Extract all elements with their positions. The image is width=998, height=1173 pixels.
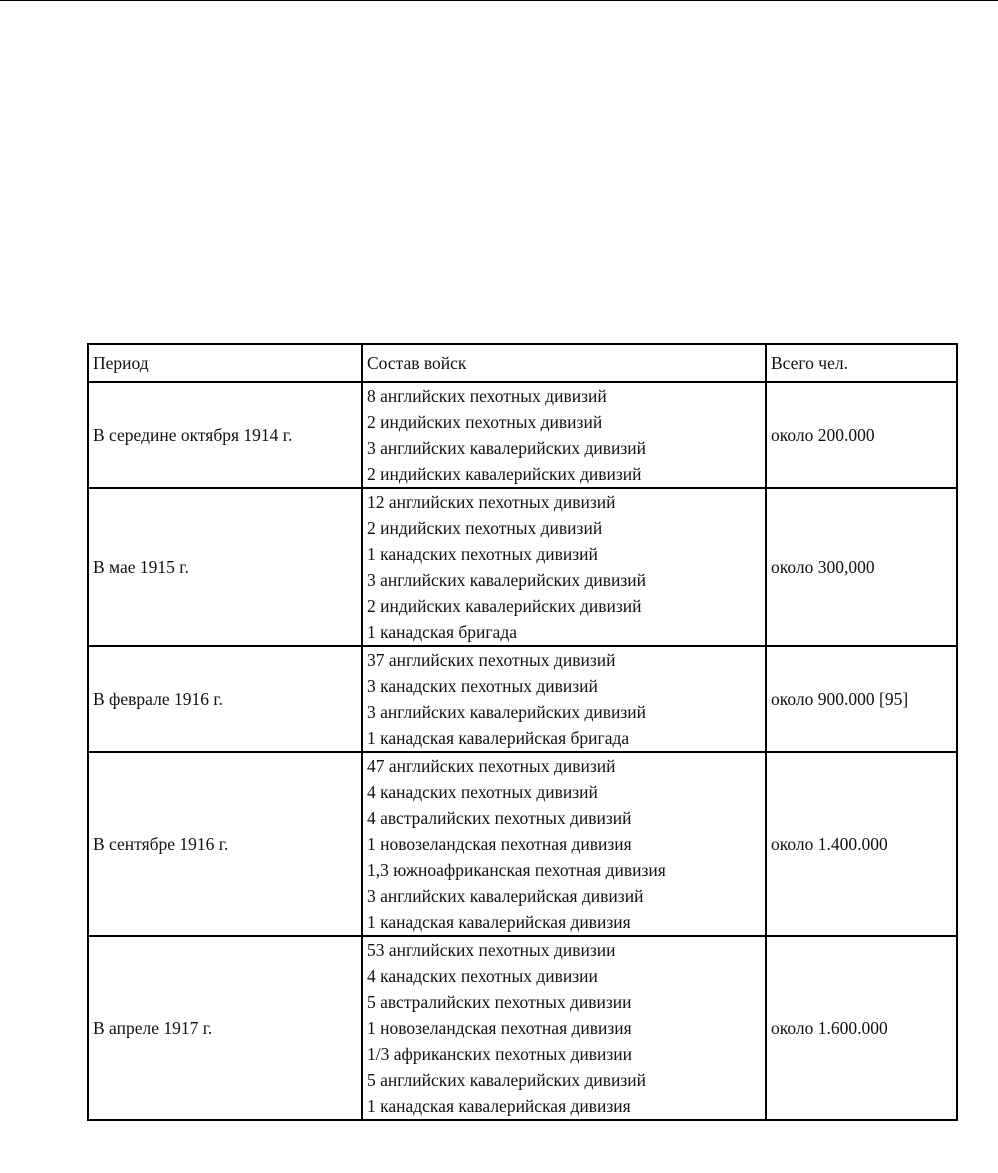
header-row (88, 344, 957, 382)
troop-line: 53 английских пехотных дивизии (367, 940, 616, 960)
total-cell: около 1.600.000 (766, 936, 957, 1120)
table-body (88, 382, 957, 1120)
troop-line: 3 английских кавалерийских дивизий (367, 438, 647, 458)
troop-line: 3 английских кавалерийская дивизий (367, 886, 644, 906)
table-row (88, 936, 957, 1120)
header-total: Всего чел. (766, 344, 957, 382)
header-period: Период (88, 344, 362, 382)
troops-cell (362, 382, 766, 488)
troop-line: 2 индийских кавалерийских дивизий (367, 596, 642, 616)
troop-line: 37 английских пехотных дивизий (367, 650, 616, 670)
total-cell: около 200.000 (766, 382, 957, 488)
period-cell: В мае 1915 г. (88, 488, 362, 646)
troop-line: 1 канадских пехотных дивизий (367, 544, 598, 564)
table-row (88, 488, 957, 646)
troop-line: 12 английских пехотных дивизий (367, 492, 616, 512)
table-row (88, 382, 957, 488)
header-troops: Состав войск (362, 344, 766, 382)
troop-line: 8 английских пехотных дивизий (367, 386, 607, 406)
period-cell: В сентябре 1916 г. (88, 752, 362, 936)
troop-line: 1 новозеландская пехотная дивизия (367, 834, 632, 854)
total-cell: около 900.000 [95] (766, 646, 957, 752)
troop-line: 3 английских кавалерийских дивизий (367, 702, 647, 722)
troop-line: 4 канадских пехотных дивизий (367, 782, 598, 802)
troop-line: 1 канадская бригада (367, 622, 517, 642)
period-cell: В середине октября 1914 г. (88, 382, 362, 488)
troop-line: 2 индийских пехотных дивизий (367, 518, 603, 538)
troop-line: 1,3 южноафриканская пехотная дивизия (367, 860, 666, 880)
table-row (88, 752, 957, 936)
period-cell: В апреле 1917 г. (88, 936, 362, 1120)
table-row (88, 646, 957, 752)
troop-line: 1 канадская кавалерийская дивизия (367, 912, 631, 932)
troop-line: 2 индийских пехотных дивизий (367, 412, 603, 432)
troop-line: 1 канадская кавалерийская дивизия (367, 1096, 631, 1116)
troop-line: 1/3 африканских пехотных дивизии (367, 1044, 633, 1064)
total-cell: около 300,000 (766, 488, 957, 646)
table-header (88, 344, 957, 382)
troops-cell (362, 646, 766, 752)
troops-cell (362, 936, 766, 1120)
troop-line: 47 английских пехотных дивизий (367, 756, 616, 776)
period-cell: В феврале 1916 г. (88, 646, 362, 752)
troop-line: 4 канадских пехотных дивизии (367, 966, 598, 986)
troop-line: 4 австралийских пехотных дивизий (367, 808, 632, 828)
total-cell: около 1.400.000 (766, 752, 957, 936)
troop-line: 5 австралийских пехотных дивизии (367, 992, 632, 1012)
troop-line: 1 новозеландская пехотная дивизия (367, 1018, 632, 1038)
troop-line: 2 индийских кавалерийских дивизий (367, 464, 642, 484)
troop-line: 5 английских кавалерийских дивизий (367, 1070, 647, 1090)
troops-table (87, 343, 958, 1121)
troop-line: 3 канадских пехотных дивизий (367, 676, 598, 696)
top-rule (0, 0, 998, 1)
troops-cell (362, 488, 766, 646)
troop-line: 3 английских кавалерийских дивизий (367, 570, 647, 590)
troop-line: 1 канадская кавалерийская бригада (367, 728, 630, 748)
troops-cell (362, 752, 766, 936)
